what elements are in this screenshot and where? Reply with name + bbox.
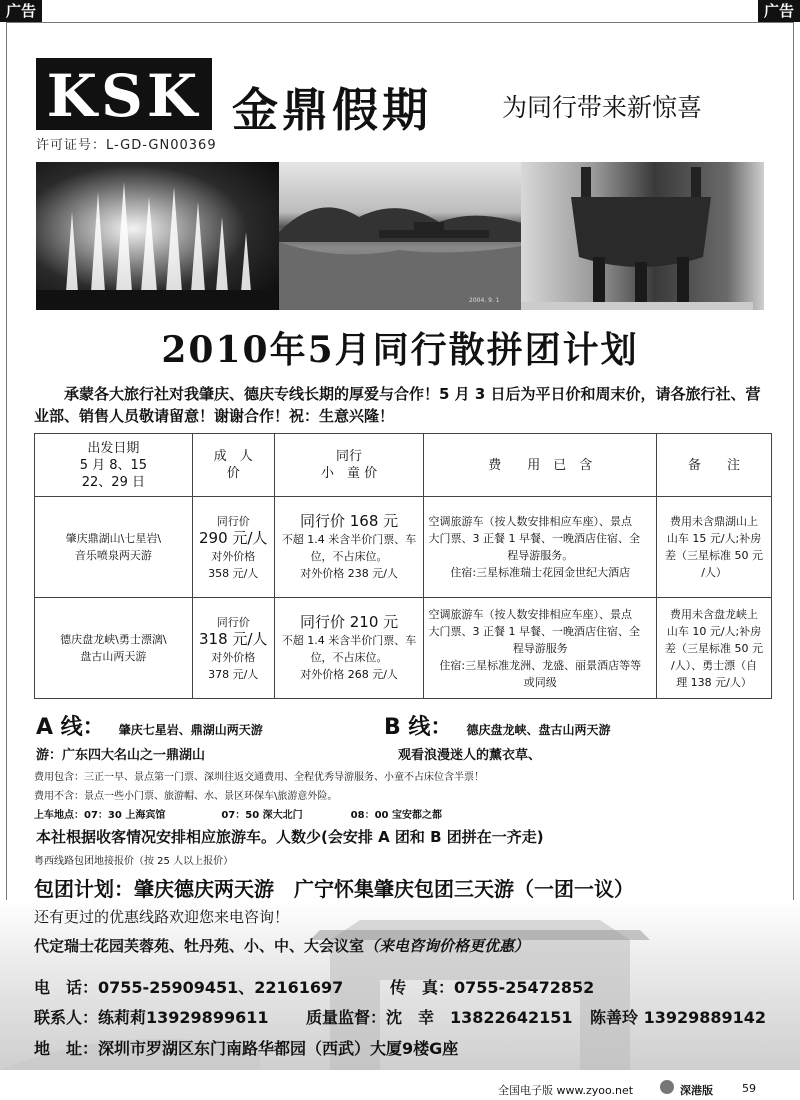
ad-tag-right: 广告 bbox=[758, 0, 800, 22]
ding-cauldron bbox=[521, 162, 753, 310]
pickup-point: 08：00 宝安都之都 bbox=[350, 810, 442, 821]
line-b-sub: 观看浪漫迷人的薰衣草、 bbox=[398, 748, 542, 763]
fax-line bbox=[390, 975, 594, 998]
included-line: 空调旅游车（按人数安排相应车座）、景点 bbox=[428, 607, 632, 621]
route-line: 肇庆鼎湖山\七星岩\ bbox=[65, 532, 162, 545]
page-title: 2010年5月同行散拼团计划 bbox=[161, 329, 639, 371]
remark-line: 费用未含鼎湖山上 bbox=[670, 515, 759, 528]
line-b-route: 德庆盘龙峡、盘古山两天游 bbox=[466, 723, 611, 737]
license-number: 许可证号：L-GD-GN00369 bbox=[36, 138, 217, 153]
adult-ext-price: 378 元/人 bbox=[208, 667, 259, 681]
adult-price: 290 元/人 bbox=[198, 528, 268, 547]
photo-strip bbox=[36, 162, 764, 310]
hdr-adult-1: 成 人 bbox=[213, 449, 253, 464]
child-price: 同行价 210 元 bbox=[299, 612, 399, 631]
line-a bbox=[36, 710, 263, 741]
included-line: 程导游服务 bbox=[512, 641, 568, 655]
fountain-jets bbox=[36, 162, 278, 310]
person-label: 联系人： bbox=[34, 1008, 99, 1027]
hotel-line: 住宿:三星标准瑞士花园金世纪大酒店 bbox=[450, 566, 631, 579]
adult-ext-label: 对外价格 bbox=[211, 549, 256, 563]
hotel-note: （来电咨询价格更优惠） bbox=[364, 937, 530, 955]
page-footer bbox=[0, 1076, 800, 1100]
fountain-photo bbox=[36, 162, 279, 310]
hdr-date-1: 5 月 8、15 bbox=[79, 457, 148, 473]
included-cell bbox=[424, 598, 657, 699]
hotel-text: 代定瑞士花园芙蓉苑、牡丹苑、小、中、大会议室 bbox=[34, 937, 365, 955]
remark-line: 山车 10 元/人;补房 bbox=[666, 624, 762, 638]
pickup-point: 07：50 深大北门 bbox=[221, 810, 303, 821]
lake-scene bbox=[279, 162, 522, 310]
route-line: 盘古山两天游 bbox=[80, 650, 147, 663]
pickup-label: 上车地点： bbox=[34, 810, 84, 821]
phone-line bbox=[34, 975, 343, 998]
slogan: 为同行带来新惊喜 bbox=[502, 93, 703, 122]
address-label: 地 址： bbox=[34, 1039, 99, 1058]
remark-line: 差（三星标准 50 元 bbox=[665, 641, 764, 655]
remarks-cell bbox=[657, 497, 772, 598]
child-note: 不超 1.4 米含半价门票、车 bbox=[281, 532, 417, 546]
hdr-included: 费 用 已 含 bbox=[424, 434, 657, 497]
edition-link[interactable]: 全国电子版 www.zyoo.net bbox=[498, 1084, 634, 1097]
fax-label: 传 真： bbox=[390, 978, 455, 997]
line-b bbox=[384, 710, 610, 741]
table-header-row bbox=[35, 434, 772, 497]
route-cell bbox=[35, 598, 193, 699]
hotel-line: 或同级 bbox=[523, 675, 557, 689]
contact-person-line bbox=[34, 1005, 268, 1028]
lake-photo bbox=[279, 162, 522, 310]
photo-stamp: 2004. 9. 1 bbox=[468, 297, 500, 304]
edition-badge: 深港版 bbox=[680, 1084, 713, 1097]
edition-badge-icon bbox=[660, 1080, 674, 1094]
hdr-date-label: 出发日期 bbox=[87, 440, 140, 456]
line-a-label: A 线： bbox=[36, 715, 105, 740]
adult-ext-price: 358 元/人 bbox=[208, 566, 259, 580]
hdr-date-2: 22、29 日 bbox=[81, 474, 145, 490]
line-b-label: B 线： bbox=[384, 715, 453, 740]
quality-line-2: 陈善玲 13929889142 bbox=[590, 1008, 767, 1027]
phone-label: 电 话： bbox=[34, 978, 99, 997]
logo-text: KSK bbox=[46, 62, 202, 130]
address: 深圳市罗湖区东门南路华都园（西武）大厦9楼G座 bbox=[98, 1039, 459, 1058]
remark-line: 理 138 元/人） bbox=[676, 675, 752, 689]
contact-person: 练莉莉13929899611 bbox=[98, 1008, 269, 1027]
ad-tag-left: 广告 bbox=[0, 0, 42, 22]
intro-text: 承蒙各大旅行社对我肇庆、德庆专线长期的厚爱与合作！5 月 3 日后为平日价和周末价，请各旅行社、营业部、销售人员敬请留意！谢谢合作！祝：生意兴隆！ bbox=[34, 385, 761, 425]
child-ext-price: 对外价格 268 元/人 bbox=[300, 667, 398, 681]
route-cell bbox=[35, 497, 193, 598]
cauldron-photo bbox=[521, 162, 764, 310]
adult-ext-label: 对外价格 bbox=[211, 650, 256, 664]
address-line bbox=[34, 1036, 458, 1059]
pickup-points bbox=[34, 806, 442, 821]
page-number: 59 bbox=[742, 1082, 756, 1095]
remark-line: /人） bbox=[701, 566, 727, 579]
included-line: 空调旅游车（按人数安排相应车座）、景点 bbox=[428, 515, 632, 528]
child-price: 同行价 168 元 bbox=[299, 511, 399, 530]
charter-plan: 包团计划：肇庆德庆两天游 广宁怀集肇庆包团三天游（一团一议） bbox=[34, 877, 634, 901]
hdr-child-1: 同行 bbox=[336, 449, 363, 464]
table-row bbox=[35, 598, 772, 699]
adult-price: 318 元/人 bbox=[198, 629, 268, 648]
qc-label: 质量监督： bbox=[306, 1008, 387, 1027]
remark-line: 山车 15 元/人;补房 bbox=[666, 532, 762, 545]
hdr-adult-2: 价 bbox=[226, 466, 240, 481]
more-offers: 还有更过的优惠线路欢迎您来电咨询！ bbox=[34, 908, 290, 926]
phone-number: 0755-25909451、22161697 bbox=[98, 978, 344, 997]
included-line: 大门票、3 正餐 1 早餐、一晚酒店住宿、全 bbox=[428, 624, 640, 638]
hdr-date bbox=[35, 434, 193, 497]
pickup-point: 07：30 上海宾馆 bbox=[84, 810, 166, 821]
remark-line: /人）、勇士漂（自 bbox=[670, 658, 758, 672]
hdr-adult bbox=[192, 434, 274, 497]
ksk-logo bbox=[36, 58, 212, 130]
fee-excluded: 费用不含：景点一些小门票、旅游帽、水、景区环保车\旅游意外险。 bbox=[34, 791, 338, 802]
hotel-line: 住宿:三星标准龙洲、龙盛、丽景酒店等等 bbox=[439, 658, 642, 672]
quote-note: 粤西线路包团地接报价（按 25 人以上报价） bbox=[34, 856, 234, 867]
route-line: 德庆盘龙峡\勇士漂漓\ bbox=[60, 633, 167, 646]
child-note: 位，不占床位。 bbox=[310, 650, 388, 664]
remark-line: 费用未含盘龙峡上 bbox=[670, 607, 759, 621]
qc-person: 沈 幸 13822642151 bbox=[386, 1008, 573, 1027]
adult-label: 同行价 bbox=[216, 615, 250, 629]
line-a-route: 肇庆七星岩、鼎湖山两天游 bbox=[118, 723, 263, 737]
adult-cell bbox=[192, 497, 274, 598]
brand-name: 金鼎假期 bbox=[232, 83, 432, 137]
hdr-remarks: 备 注 bbox=[657, 434, 772, 497]
child-note: 位，不占床位。 bbox=[310, 549, 388, 563]
hdr-child-2: 小 童 价 bbox=[320, 466, 378, 481]
table-row bbox=[35, 497, 772, 598]
bus-note: 本社根据收客情况安排相应旅游车。人数少(会安排 A 团和 B 团拼在一齐走) bbox=[36, 828, 544, 846]
included-line: 大门票、3 正餐 1 早餐、一晚酒店住宿、全 bbox=[428, 532, 640, 545]
hdr-child bbox=[274, 434, 424, 497]
adult-cell bbox=[192, 598, 274, 699]
included-cell bbox=[424, 497, 657, 598]
fee-included: 费用包含：三正一早、景点第一门票、深圳往返交通费用、全程优秀导游服务、小童不占床位含半票！ bbox=[34, 772, 484, 783]
child-note: 不超 1.4 米含半价门票、车 bbox=[281, 633, 417, 647]
child-cell bbox=[274, 497, 424, 598]
price-table bbox=[34, 433, 772, 699]
child-ext-price: 对外价格 238 元/人 bbox=[300, 566, 398, 580]
remark-line: 差（三星标准 50 元 bbox=[665, 549, 764, 562]
included-line: 程导游服务。 bbox=[507, 549, 574, 562]
fax-number: 0755-25472852 bbox=[454, 978, 595, 997]
remarks-cell bbox=[657, 598, 772, 699]
adult-label: 同行价 bbox=[216, 514, 250, 528]
hotel-booking bbox=[34, 935, 529, 956]
route-line: 音乐喷泉两天游 bbox=[74, 549, 152, 562]
quality-line bbox=[306, 1005, 572, 1028]
child-cell bbox=[274, 598, 424, 699]
line-a-sub: 游：广东四大名山之一鼎湖山 bbox=[36, 748, 206, 763]
